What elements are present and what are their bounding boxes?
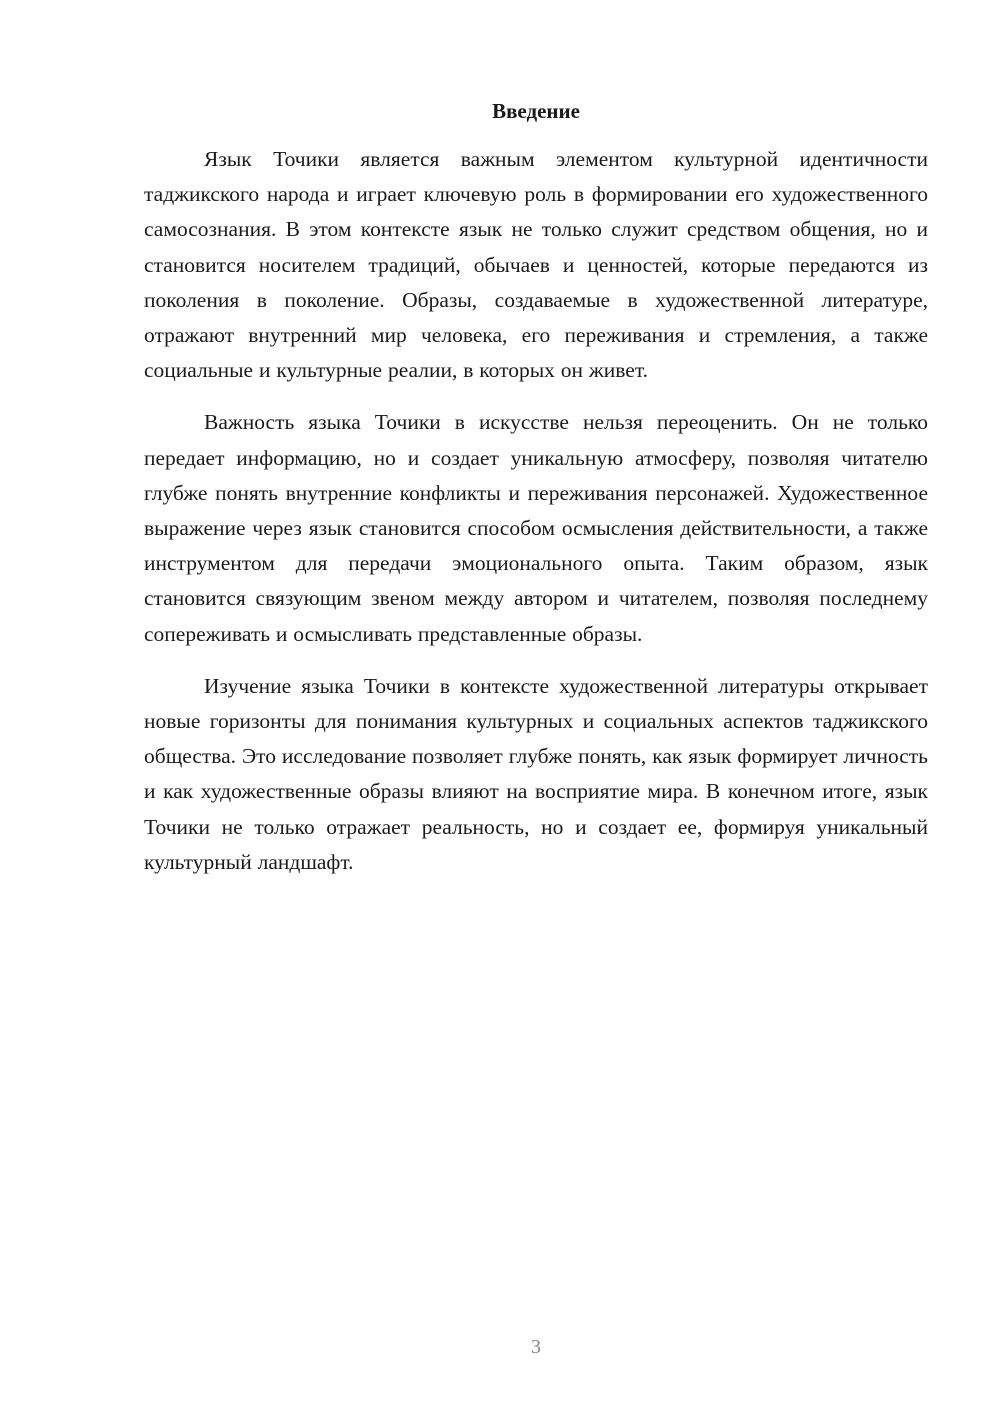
page-title: Введение bbox=[492, 99, 580, 123]
paragraph-3: Изучение языка Точики в контексте художественной литературы открывает новые горизонты для понимания культурных и социальных аспектов таджикского общества. Это исследование позволяет глубже понять, как язык формирует личность и как художественные образы влияют на восприятие мира. В конечном итоге, язык Точики не только отражает реальность, но и создает ее, формируя уникальный культурный ландшафт. bbox=[144, 673, 928, 874]
document-body bbox=[144, 142, 928, 897]
page-number: 3 bbox=[531, 1336, 541, 1358]
paragraph-1: Язык Точики является важным элементом культурной идентичности таджикского народа и играет ключевую роль в формировании его художественного самосознания. В этом контексте язык не только служит средством общения, но и становится носителем традиций, обычаев и ценностей, которые передаются из поколения в поколение. Образы, создаваемые в художественной литературе, отражают внутренний мир человека, его переживания и стремления, а также социальные и культурные реалии, в которых он живет. bbox=[144, 147, 928, 383]
paragraph-2: Важность языка Точики в искусстве нельзя переоценить. Он не только передает информацию, но и создает уникальную атмосферу, позволяя читателю глубже понять внутренние конфликты и переживания персонажей. Художественное выражение через язык становится способом осмысления действительности, а также инструментом для передачи эмоционального опыта. Таким образом, язык становится связующим звеном между автором и читателем, позволяя последнему сопереживать и осмысливать представленные образы. bbox=[144, 410, 928, 646]
